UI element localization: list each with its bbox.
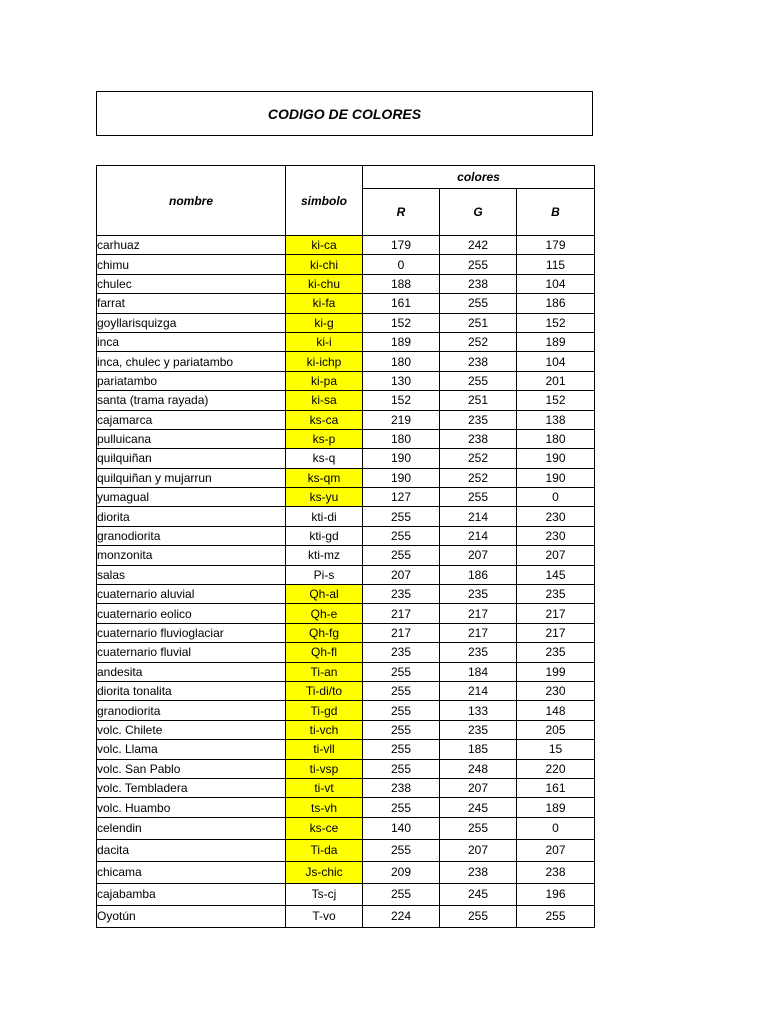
cell-simbolo: Ti-di/to <box>286 681 363 700</box>
table-row <box>97 371 595 390</box>
cell-r: 189 <box>363 332 440 351</box>
cell-nombre: dacita <box>97 839 286 861</box>
cell-simbolo: Qh-fg <box>286 623 363 642</box>
cell-r: 224 <box>363 905 440 927</box>
table-body <box>97 236 595 928</box>
cell-simbolo: T-vo <box>286 905 363 927</box>
cell-nombre: diorita tonalita <box>97 681 286 700</box>
header-simbolo: simbolo <box>286 166 363 236</box>
cell-nombre: quilquiñan y mujarrun <box>97 468 286 487</box>
cell-r: 255 <box>363 759 440 778</box>
cell-simbolo: Pi-s <box>286 565 363 584</box>
table-row <box>97 274 595 293</box>
cell-b: 145 <box>517 565 595 584</box>
cell-r: 217 <box>363 623 440 642</box>
cell-b: 199 <box>517 662 595 681</box>
cell-g: 214 <box>440 507 517 526</box>
cell-nombre: diorita <box>97 507 286 526</box>
cell-g: 207 <box>440 546 517 565</box>
cell-b: 15 <box>517 740 595 759</box>
cell-b: 152 <box>517 313 595 332</box>
cell-nombre: cuaternario aluvial <box>97 585 286 604</box>
table-row <box>97 565 595 584</box>
cell-simbolo: ks-ca <box>286 410 363 429</box>
header-r: R <box>363 189 440 236</box>
table-row <box>97 817 595 839</box>
table-row <box>97 546 595 565</box>
cell-simbolo: ks-p <box>286 429 363 448</box>
cell-nombre: goyllarisquizga <box>97 313 286 332</box>
cell-nombre: chulec <box>97 274 286 293</box>
table-row <box>97 488 595 507</box>
cell-g: 238 <box>440 861 517 883</box>
page-title: CODIGO DE COLORES <box>96 91 593 136</box>
table-row <box>97 449 595 468</box>
cell-r: 152 <box>363 313 440 332</box>
cell-r: 180 <box>363 352 440 371</box>
cell-simbolo: kti-gd <box>286 526 363 545</box>
cell-b: 0 <box>517 817 595 839</box>
cell-g: 217 <box>440 604 517 623</box>
cell-b: 201 <box>517 371 595 390</box>
cell-g: 186 <box>440 565 517 584</box>
cell-b: 152 <box>517 391 595 410</box>
cell-g: 238 <box>440 352 517 371</box>
cell-r: 255 <box>363 720 440 739</box>
cell-b: 207 <box>517 839 595 861</box>
cell-g: 245 <box>440 798 517 817</box>
cell-r: 127 <box>363 488 440 507</box>
cell-g: 251 <box>440 391 517 410</box>
cell-g: 252 <box>440 449 517 468</box>
cell-r: 255 <box>363 740 440 759</box>
cell-simbolo: Js-chic <box>286 861 363 883</box>
cell-g: 238 <box>440 429 517 448</box>
cell-r: 140 <box>363 817 440 839</box>
cell-r: 255 <box>363 681 440 700</box>
table-row <box>97 778 595 797</box>
cell-simbolo: ki-ca <box>286 236 363 255</box>
cell-nombre: cajamarca <box>97 410 286 429</box>
table-row <box>97 585 595 604</box>
table-row <box>97 391 595 410</box>
cell-simbolo: Ti-an <box>286 662 363 681</box>
cell-b: 161 <box>517 778 595 797</box>
table-row <box>97 861 595 883</box>
cell-g: 255 <box>440 371 517 390</box>
cell-r: 209 <box>363 861 440 883</box>
cell-r: 180 <box>363 429 440 448</box>
cell-r: 255 <box>363 798 440 817</box>
cell-nombre: pariatambo <box>97 371 286 390</box>
cell-g: 207 <box>440 778 517 797</box>
cell-simbolo: ki-chu <box>286 274 363 293</box>
cell-simbolo: ki-fa <box>286 294 363 313</box>
table-row <box>97 332 595 351</box>
cell-g: 255 <box>440 255 517 274</box>
table-row <box>97 236 595 255</box>
cell-simbolo: ti-vt <box>286 778 363 797</box>
table-row <box>97 643 595 662</box>
cell-nombre: quilquiñan <box>97 449 286 468</box>
cell-g: 251 <box>440 313 517 332</box>
cell-g: 184 <box>440 662 517 681</box>
cell-g: 217 <box>440 623 517 642</box>
cell-simbolo: ki-chi <box>286 255 363 274</box>
cell-nombre: celendin <box>97 817 286 839</box>
cell-simbolo: Qh-fl <box>286 643 363 662</box>
cell-nombre: volc. San Pablo <box>97 759 286 778</box>
cell-nombre: chimu <box>97 255 286 274</box>
cell-b: 189 <box>517 332 595 351</box>
cell-nombre: granodiorita <box>97 526 286 545</box>
table-row <box>97 313 595 332</box>
cell-nombre: volc. Llama <box>97 740 286 759</box>
cell-simbolo: ks-yu <box>286 488 363 507</box>
cell-simbolo: kti-di <box>286 507 363 526</box>
cell-b: 115 <box>517 255 595 274</box>
table-row <box>97 468 595 487</box>
table-row <box>97 294 595 313</box>
cell-nombre: granodiorita <box>97 701 286 720</box>
cell-b: 230 <box>517 507 595 526</box>
cell-r: 255 <box>363 507 440 526</box>
cell-b: 235 <box>517 585 595 604</box>
table-row <box>97 681 595 700</box>
cell-nombre: pulluicana <box>97 429 286 448</box>
cell-r: 255 <box>363 883 440 905</box>
cell-simbolo: ki-sa <box>286 391 363 410</box>
cell-simbolo: Ti-da <box>286 839 363 861</box>
table-row <box>97 410 595 429</box>
cell-r: 235 <box>363 643 440 662</box>
cell-r: 207 <box>363 565 440 584</box>
cell-b: 196 <box>517 883 595 905</box>
cell-simbolo: ti-vch <box>286 720 363 739</box>
cell-nombre: monzonita <box>97 546 286 565</box>
table-row <box>97 740 595 759</box>
cell-nombre: farrat <box>97 294 286 313</box>
cell-r: 0 <box>363 255 440 274</box>
table-row <box>97 720 595 739</box>
cell-simbolo: ti-vll <box>286 740 363 759</box>
cell-b: 235 <box>517 643 595 662</box>
cell-g: 235 <box>440 643 517 662</box>
cell-r: 255 <box>363 839 440 861</box>
cell-simbolo: ki-ichp <box>286 352 363 371</box>
cell-b: 104 <box>517 274 595 293</box>
table-row <box>97 839 595 861</box>
table-row <box>97 352 595 371</box>
cell-simbolo: ki-i <box>286 332 363 351</box>
cell-r: 238 <box>363 778 440 797</box>
table-row <box>97 623 595 642</box>
cell-r: 188 <box>363 274 440 293</box>
cell-g: 248 <box>440 759 517 778</box>
cell-nombre: volc. Tembladera <box>97 778 286 797</box>
cell-b: 190 <box>517 449 595 468</box>
table-row <box>97 526 595 545</box>
cell-simbolo: Ts-cj <box>286 883 363 905</box>
cell-g: 255 <box>440 817 517 839</box>
cell-b: 180 <box>517 429 595 448</box>
table-row <box>97 255 595 274</box>
color-code-table <box>96 165 595 928</box>
cell-r: 217 <box>363 604 440 623</box>
cell-r: 190 <box>363 468 440 487</box>
cell-b: 220 <box>517 759 595 778</box>
cell-b: 186 <box>517 294 595 313</box>
header-colores: colores <box>363 166 595 189</box>
table-row <box>97 507 595 526</box>
cell-nombre: carhuaz <box>97 236 286 255</box>
cell-g: 214 <box>440 526 517 545</box>
cell-simbolo: kti-mz <box>286 546 363 565</box>
cell-b: 189 <box>517 798 595 817</box>
cell-b: 217 <box>517 604 595 623</box>
cell-b: 205 <box>517 720 595 739</box>
cell-b: 255 <box>517 905 595 927</box>
cell-b: 207 <box>517 546 595 565</box>
cell-g: 255 <box>440 294 517 313</box>
cell-nombre: volc. Huambo <box>97 798 286 817</box>
cell-nombre: inca <box>97 332 286 351</box>
cell-g: 235 <box>440 585 517 604</box>
header-nombre: nombre <box>97 166 286 236</box>
table-row <box>97 429 595 448</box>
cell-simbolo: ts-vh <box>286 798 363 817</box>
cell-b: 230 <box>517 526 595 545</box>
cell-g: 235 <box>440 410 517 429</box>
table-row <box>97 662 595 681</box>
cell-r: 179 <box>363 236 440 255</box>
cell-g: 252 <box>440 332 517 351</box>
cell-nombre: Oyotún <box>97 905 286 927</box>
table-row <box>97 759 595 778</box>
cell-r: 255 <box>363 546 440 565</box>
cell-simbolo: ki-g <box>286 313 363 332</box>
cell-r: 235 <box>363 585 440 604</box>
cell-b: 0 <box>517 488 595 507</box>
table-row <box>97 798 595 817</box>
table-row <box>97 701 595 720</box>
cell-b: 230 <box>517 681 595 700</box>
cell-simbolo: ki-pa <box>286 371 363 390</box>
cell-r: 161 <box>363 294 440 313</box>
cell-b: 190 <box>517 468 595 487</box>
cell-r: 255 <box>363 526 440 545</box>
cell-g: 133 <box>440 701 517 720</box>
cell-b: 148 <box>517 701 595 720</box>
cell-nombre: cajabamba <box>97 883 286 905</box>
header-g: G <box>440 189 517 236</box>
cell-b: 179 <box>517 236 595 255</box>
cell-g: 245 <box>440 883 517 905</box>
cell-simbolo: Ti-gd <box>286 701 363 720</box>
cell-b: 138 <box>517 410 595 429</box>
cell-nombre: volc. Chilete <box>97 720 286 739</box>
cell-b: 217 <box>517 623 595 642</box>
cell-nombre: salas <box>97 565 286 584</box>
cell-nombre: cuaternario fluvial <box>97 643 286 662</box>
cell-nombre: chicama <box>97 861 286 883</box>
cell-simbolo: ks-ce <box>286 817 363 839</box>
cell-g: 255 <box>440 488 517 507</box>
cell-g: 255 <box>440 905 517 927</box>
cell-simbolo: Qh-e <box>286 604 363 623</box>
cell-nombre: inca, chulec y pariatambo <box>97 352 286 371</box>
table-row <box>97 604 595 623</box>
cell-g: 214 <box>440 681 517 700</box>
cell-r: 219 <box>363 410 440 429</box>
cell-b: 238 <box>517 861 595 883</box>
cell-nombre: andesita <box>97 662 286 681</box>
cell-r: 255 <box>363 662 440 681</box>
cell-simbolo: ti-vsp <box>286 759 363 778</box>
table-row <box>97 905 595 927</box>
cell-nombre: cuaternario fluvioglaciar <box>97 623 286 642</box>
cell-g: 238 <box>440 274 517 293</box>
header-b: B <box>517 189 595 236</box>
cell-nombre: cuaternario eolico <box>97 604 286 623</box>
cell-g: 235 <box>440 720 517 739</box>
cell-nombre: yumagual <box>97 488 286 507</box>
cell-r: 255 <box>363 701 440 720</box>
cell-g: 242 <box>440 236 517 255</box>
cell-b: 104 <box>517 352 595 371</box>
cell-r: 152 <box>363 391 440 410</box>
cell-g: 252 <box>440 468 517 487</box>
cell-simbolo: Qh-al <box>286 585 363 604</box>
cell-r: 130 <box>363 371 440 390</box>
cell-r: 190 <box>363 449 440 468</box>
cell-g: 207 <box>440 839 517 861</box>
cell-simbolo: ks-qm <box>286 468 363 487</box>
table-row <box>97 883 595 905</box>
cell-simbolo: ks-q <box>286 449 363 468</box>
cell-g: 185 <box>440 740 517 759</box>
cell-nombre: santa (trama rayada) <box>97 391 286 410</box>
